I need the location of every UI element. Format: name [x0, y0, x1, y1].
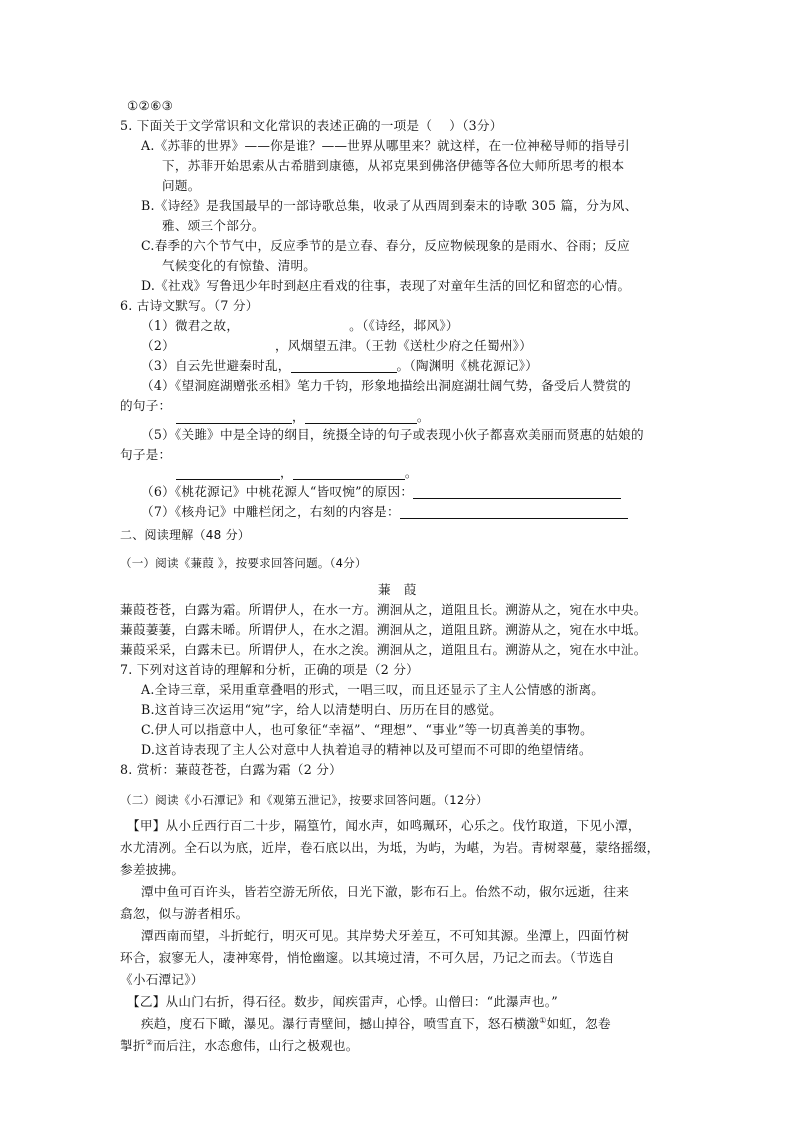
passage-yi-line2 [141, 1014, 611, 1034]
q6-item-5-line2: 句子是： [120, 447, 172, 462]
passage-yi-line3-text: 掣折 [120, 1038, 146, 1053]
poem-stanza-3: 蒹葭采采，白露未已。所谓伊人，在水之涘。溯洄从之，道阻且右。溯游从之，宛在水中沚。 [120, 642, 647, 657]
answer-blank[interactable] [175, 339, 275, 353]
q5-stem: 5. 下面关于文学常识和文化常识的表述正确的一项是（ ）（3分） [120, 118, 503, 133]
q5-option-a-line2: 下，苏菲开始思索从古希腊到康德，从祁克果到佛洛伊德等各位大师所思考的根本 [162, 158, 625, 173]
q6-item-5-answers [176, 463, 418, 483]
q6-item-4-answers [176, 407, 430, 427]
q6-stem: 6. 古诗文默写。（7 分） [120, 298, 259, 313]
passage-jia-line2: 水尤清冽。全石以为底，近岸，卷石底以出，为坻，为屿，为嵁，为岩。青树翠蔓，蒙络摇缀， [120, 840, 660, 855]
poem-stanza-1: 蒹葭苍苍，白露为霜。所谓伊人，在水一方。溯洄从之，道阻且长。溯游从之，宛在水中央。 [120, 602, 647, 617]
q7-option-a: A.全诗三章，采用重章叠唱的形式，一唱三叹，而且还显示了主人公情感的浙离。 [141, 682, 605, 697]
passage-yi-line3 [120, 1036, 359, 1056]
q6-item-7-text: （7）《核舟记》中雕栏闭之，右刻的内容是： [141, 504, 400, 519]
q5-option-c-line1: C.春季的六个节气中，反应季节的是立春、春分，反应物候现象的是雨水、谷雨；反应 [141, 238, 630, 253]
q6-item-2-text: ，风烟望五津。（王勃《送杜少府之任蜀州》） [274, 338, 533, 353]
q6-item-1-text: （1）微君之故， [141, 318, 240, 333]
q5-option-a-line3: 问题。 [162, 178, 201, 193]
passage-jia-line5: 翕忽，似与游者相乐。 [120, 906, 249, 921]
part-2-intro: （二）阅读《小石潭记》和《观第五泄记》，按要求回答问题。（12分） [120, 793, 488, 807]
answer-blank[interactable] [176, 465, 280, 480]
comma: ， [280, 465, 293, 480]
q6-item-4-line1: （4）《望洞庭湖赠张丞相》笔力千钧，形象地描绘出洞庭湖壮阔气势，备受后人赞赏的 [141, 378, 632, 393]
passage-jia-line6: 潭西南而望，斗折蛇行，明灭可见。其岸势犬牙差互，不可知其源。坐潭上，四面竹树 [141, 928, 630, 943]
q6-item-3-source: 。（陶渊明《桃花源记》） [396, 358, 539, 373]
passage-jia-line7: 环合，寂寥无人，凄神寒骨，悄怆幽邃。以其境过清，不可久居，乃记之而去。（节选自 [120, 950, 615, 965]
q6-item-6 [141, 482, 621, 502]
passage-yi-line2-text-cont: 如虹，忽卷 [546, 1016, 611, 1031]
answer-blank[interactable] [400, 504, 628, 519]
answer-blank[interactable] [305, 409, 417, 424]
q6-item-4-line2: 的句子： [120, 398, 172, 413]
period: 。 [404, 465, 418, 480]
passage-jia-line8: 《小石潭记》） [120, 972, 204, 987]
passage-jia-line4: 潭中鱼可百许头，皆若空游无所依，日光下澈，影布石上。佁然不动，俶尔远逝，往来 [141, 884, 630, 899]
q7-option-c: C.伊人可以指意中人，也可象征“幸福”、“理想”、“事业”等一切真善美的事物。 [141, 722, 593, 737]
q6-item-3 [141, 356, 538, 376]
q6-item-3-text: （3）自云先世避秦时乱， [141, 358, 291, 373]
q6-item-1 [141, 316, 459, 336]
answer-blank[interactable] [293, 465, 405, 480]
passage-yi-line2-text: 疾趋，度石下瞰，瀑见。瀑行青壁间，撼山掉谷，喷雪直下，怒石横激 [141, 1016, 540, 1031]
q8-stem: 8. 赏析：蒹葭苍苍，白露为霜（2 分） [120, 762, 342, 777]
q6-item-7 [141, 502, 628, 522]
q6-item-2 [141, 336, 532, 356]
part-1-intro: （一）阅读《蒹葭 》，按要求回答问题。（4分） [120, 556, 367, 570]
period: 。 [416, 409, 430, 424]
q7-option-d: D.这首诗表现了主人公对意中人执着追寻的精神以及可望而不可即的绝望情绪。 [141, 742, 592, 757]
passage-yi-line3-text-cont: 而后注，水态愈伟，山行之极观也。 [153, 1038, 359, 1053]
q5-option-b-line1: B.《诗经》是我国最早的一部诗歌总集，收录了从西周到秦末的诗歌 305 篇，分为风、 [141, 198, 638, 213]
footnote-marker: ② [145, 1037, 154, 1047]
answer-blank[interactable] [291, 358, 397, 373]
q6-item-1-source: 。（《诗经，邶风》） [349, 318, 459, 333]
q5-option-b-line2: 雅、颂三个部分。 [162, 218, 265, 233]
section-2-title: 二、阅读理解（48 分） [120, 528, 251, 542]
passage-jia-line1: 【甲】从小丘西行百二十步，隔篁竹，闻水声，如鸣珮环，心乐之。伐竹取道，下见小潭， [127, 818, 641, 833]
poem-stanza-2: 蒹葭萋萋，白露未晞。所谓伊人，在水之湄。溯洄从之，道阻且跻。溯游从之，宛在水中坻。 [120, 622, 647, 637]
q7-stem: 7. 下列对这首诗的理解和分析，正确的项是（2 分） [120, 662, 420, 677]
answer-blank[interactable] [239, 319, 349, 333]
q5-option-a-line1: A.《苏菲的世界》——你是谁？——世界从哪里来？就这样，在一位神秘导师的指导引 [141, 138, 630, 153]
passage-jia-line3: 参差披拂。 [120, 862, 185, 877]
answer-blank[interactable] [413, 484, 621, 499]
poem-title: 蒹 葭 [378, 582, 417, 597]
comma: ， [292, 409, 305, 424]
answer-blank[interactable] [176, 409, 292, 424]
q7-option-b: B.这首诗三次运用“宛”字，给人以清楚明白、历历在目的感觉。 [141, 702, 503, 717]
q5-option-d-line1: D.《社戏》写鲁迅少年时到赵庄看戏的往事，表现了对童年生活的回忆和留恋的心情。 [141, 278, 631, 293]
q5-option-c-line2: 气候变化的有惊蛰、清明。 [162, 258, 317, 273]
q6-item-2-num: （2） [141, 338, 175, 353]
footnote-marker: ① [539, 1015, 547, 1025]
q4-answer-tail: ①②⑥③ [127, 98, 174, 113]
q6-item-6-text: （6）《桃花源记》中桃花源人“皆叹惋”的原因： [141, 484, 414, 499]
passage-yi-line1: 【乙】从山门右折，得石径。数步，闻疾雷声，心悸。山僧曰：“此瀑声也。” [127, 994, 558, 1009]
q6-item-5-line1: （5）《关雎》中是全诗的纲目，统摄全诗的句子或表现小伙子都喜欢美丽而贤惠的姑娘的 [141, 427, 644, 442]
